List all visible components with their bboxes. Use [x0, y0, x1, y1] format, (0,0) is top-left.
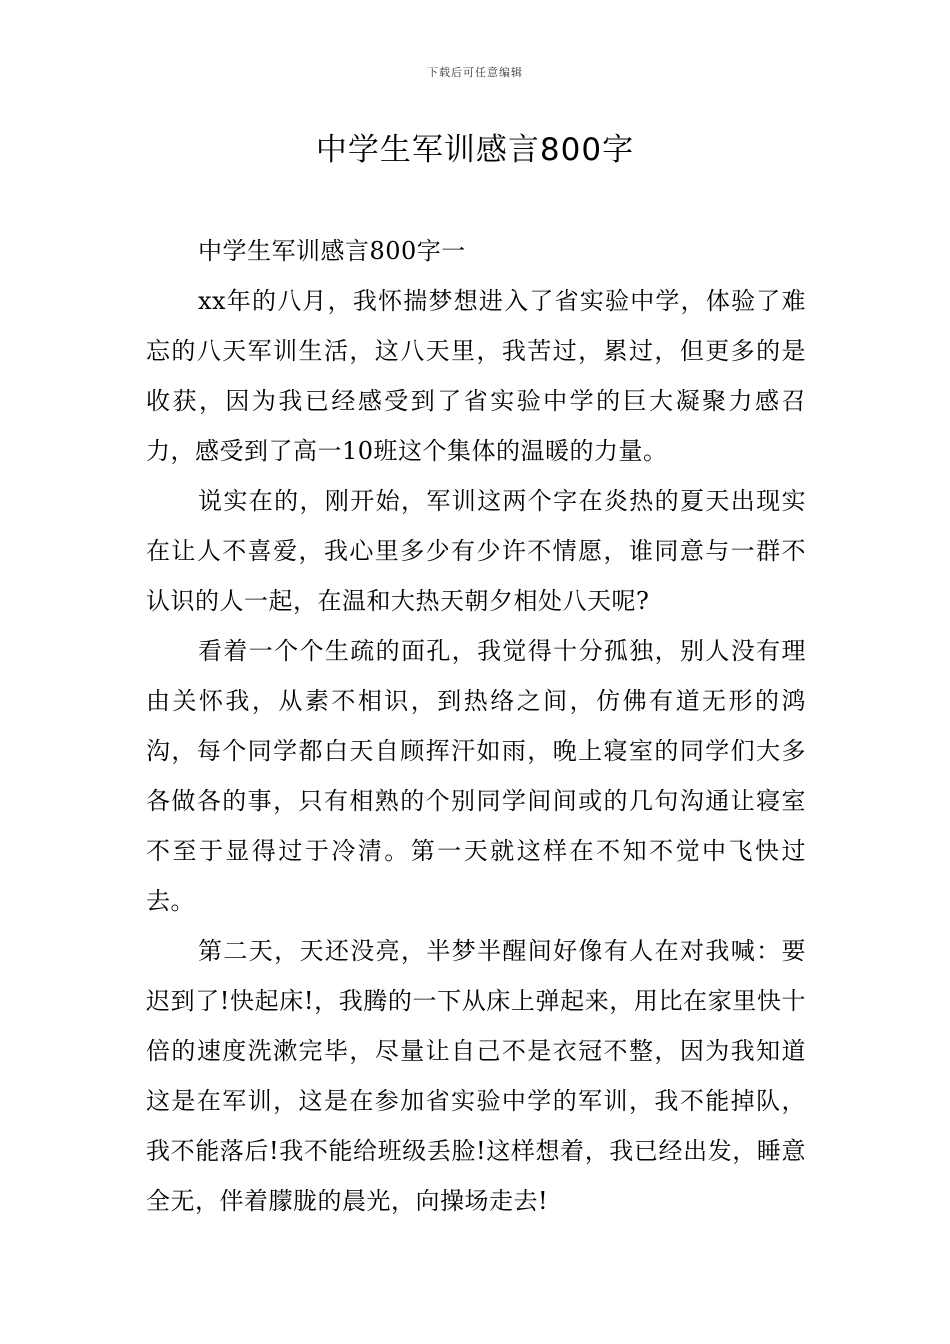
header-note: 下载后可任意编辑 [427, 66, 523, 79]
paragraph: 说实在的，刚开始，军训这两个字在炎热的夏天出现实在让人不喜爱，我心里多少有少许不情愿，谁同意与一群不认识的人一起，在温和大热天朝夕相处八天呢? [146, 487, 806, 615]
paragraph: 第二天，天还没亮，半梦半醒间好像有人在对我喊：要迟到了!快起床!，我腾的一下从床上弹起来，用比在家里快十倍的速度洗漱完毕，尽量让自己不是衣冠不整，因为我知道这是在军训，这是在参加省实验中学的军训，我不能掉队，我不能落后!我不能给班级丢脸!这样想着，我已经出发，睡意全无，伴着朦胧的晨光，向操场走去! [146, 937, 806, 1215]
paragraph: xx年的八月，我怀揣梦想进入了省实验中学，体验了难忘的八天军训生活，这八天里，我苦过，累过，但更多的是收获，因为我已经感受到了省实验中学的巨大凝聚力感召力，感受到了高一10班这个集体的温暖的力量。 [146, 287, 806, 465]
document-body [146, 226, 806, 1226]
paragraph: 看着一个个生疏的面孔，我觉得十分孤独，别人没有理由关怀我，从素不相识，到热络之间，仿佛有道无形的鸿沟，每个同学都白天自顾挥汗如雨，晚上寝室的同学们大多各做各的事，只有相熟的个别同学间间或的几句沟通让寝室不至于显得过于冷清。第一天就这样在不知不觉中飞快过去。 [146, 637, 806, 915]
page-title: 中学生军训感言800字 [315, 132, 635, 168]
paragraph-subtitle: 中学生军训感言800字一 [198, 237, 466, 265]
